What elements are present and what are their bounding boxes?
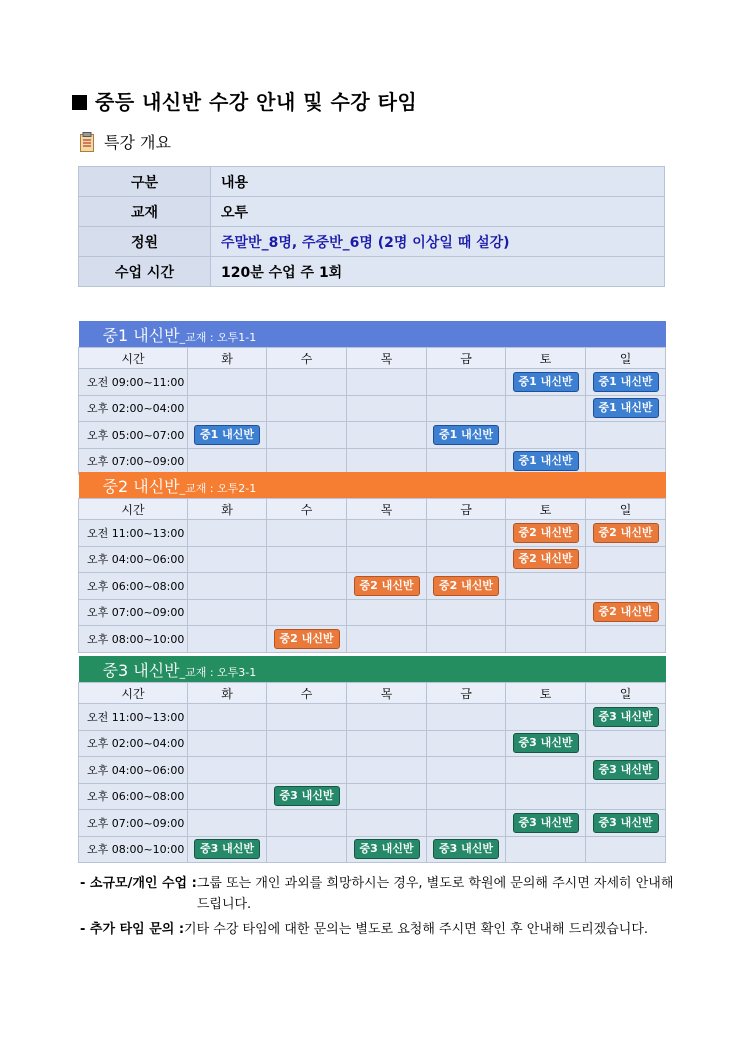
time-slot: 오후 07:00~09:00: [79, 599, 188, 626]
class-name: 중3 내신반: [102, 660, 180, 680]
schedule-cell: [267, 757, 347, 784]
class-badge: 중1 내신반: [593, 398, 659, 418]
class-badge: 중3 내신반: [593, 813, 659, 833]
schedule-cell: [506, 730, 586, 757]
class-name: 중1 내신반: [102, 325, 180, 345]
time-slot: 오후 05:00~07:00: [79, 422, 188, 449]
section-heading: 특강 개요: [80, 130, 171, 153]
time-slot: 오후 02:00~04:00: [79, 395, 188, 422]
schedule-cell: [267, 626, 347, 653]
time-slot: 오후 07:00~09:00: [79, 810, 188, 837]
time-slot: 오후 08:00~10:00: [79, 626, 188, 653]
overview-row: 구분 내용: [79, 167, 665, 197]
schedule-cell: [586, 783, 666, 810]
day-header: 수: [267, 499, 347, 520]
day-header: 목: [347, 683, 427, 704]
schedule-cell: [586, 546, 666, 573]
schedule-cell: [427, 783, 506, 810]
schedule-cell: [188, 783, 267, 810]
class-badge: 중2 내신반: [593, 602, 659, 622]
day-header: 금: [427, 683, 506, 704]
schedule-cell: [506, 599, 586, 626]
schedule-cell: [347, 783, 427, 810]
schedule-table-2: [78, 472, 666, 653]
day-header: 수: [267, 683, 347, 704]
page-title: 중등 내신반 수강 안내 및 수강 타임: [72, 86, 417, 115]
schedule-cell: [506, 520, 586, 547]
schedule-cell: [188, 810, 267, 837]
schedule-cell: [586, 704, 666, 731]
schedule-cell: [267, 730, 347, 757]
schedule-cell: [506, 757, 586, 784]
schedule-cell: [188, 520, 267, 547]
schedule-cell: [427, 395, 506, 422]
schedule-cell: [427, 599, 506, 626]
schedule-cell: [506, 626, 586, 653]
schedule-cell: [267, 810, 347, 837]
schedule-cell: [267, 783, 347, 810]
class-badge: 중2 내신반: [354, 576, 420, 596]
schedule-cell: [586, 422, 666, 449]
schedule-cell: [427, 810, 506, 837]
schedule-cell: [427, 836, 506, 863]
schedule-table-3: [78, 656, 666, 863]
class-header: [79, 321, 666, 348]
class-badge: 중3 내신반: [593, 760, 659, 780]
schedule-cell: [347, 422, 427, 449]
day-header: 수: [267, 348, 347, 369]
schedule-cell: [586, 395, 666, 422]
class-textbook: _교재 : 오투1-1: [179, 330, 257, 344]
class-badge: 중2 내신반: [433, 576, 499, 596]
day-header: 목: [347, 348, 427, 369]
schedule-cell: [506, 836, 586, 863]
schedule-cell: [347, 520, 427, 547]
class-header: [79, 472, 666, 499]
schedule-cell: [427, 520, 506, 547]
schedule-cell: [347, 448, 427, 475]
class-badge: 중1 내신반: [194, 425, 260, 445]
schedule-cell: [586, 573, 666, 600]
overview-row: 정원 주말반_8명, 주중반_6명 (2명 이상일 때 설강): [79, 227, 665, 257]
day-header: 일: [586, 683, 666, 704]
schedule-cell: [506, 810, 586, 837]
schedule-cell: [347, 546, 427, 573]
schedule-cell: [188, 546, 267, 573]
schedule-cell: [188, 730, 267, 757]
schedule-cell: [427, 546, 506, 573]
class-badge: 중3 내신반: [354, 839, 420, 859]
schedule-cell: [188, 395, 267, 422]
schedule-cell: [347, 757, 427, 784]
time-slot: 오후 02:00~04:00: [79, 730, 188, 757]
schedule-cell: [427, 422, 506, 449]
time-slot: 오전 11:00~13:00: [79, 704, 188, 731]
schedule-cell: [347, 810, 427, 837]
schedule-cell: [427, 757, 506, 784]
day-header: 토: [506, 683, 586, 704]
schedule-cell: [506, 573, 586, 600]
day-header: 시간: [79, 683, 188, 704]
table-row: [79, 448, 666, 475]
class-badge: 중2 내신반: [513, 549, 579, 569]
clipboard-icon: [80, 132, 94, 152]
time-slot: 오전 09:00~11:00: [79, 369, 188, 396]
schedule-cell: [267, 573, 347, 600]
table-row: [79, 546, 666, 573]
day-header: 토: [506, 499, 586, 520]
note-item: - 추가 타임 문의 : 기타 수강 타임에 대한 문의는 별도로 요청해 주시면 확인 후 안내해 드리겠습니다.: [80, 922, 649, 937]
time-slot: 오후 07:00~09:00: [79, 448, 188, 475]
schedule-cell: [188, 836, 267, 863]
schedule-cell: [427, 448, 506, 475]
schedule-cell: [267, 448, 347, 475]
table-row: [79, 757, 666, 784]
day-header: 일: [586, 499, 666, 520]
day-header-row: [79, 348, 666, 369]
schedule-cell: [506, 783, 586, 810]
table-row: [79, 369, 666, 396]
time-slot: 오후 04:00~06:00: [79, 757, 188, 784]
class-textbook: _교재 : 오투2-1: [179, 481, 257, 495]
schedule-cell: [188, 422, 267, 449]
schedule-cell: [188, 448, 267, 475]
class-badge: 중2 내신반: [513, 523, 579, 543]
schedule-cell: [347, 730, 427, 757]
schedule-cell: [586, 520, 666, 547]
schedule-cell: [506, 422, 586, 449]
overview-row: 수업 시간 120분 수업 주 1회: [79, 257, 665, 287]
schedule-cell: [427, 369, 506, 396]
table-row: [79, 520, 666, 547]
schedule-cell: [506, 704, 586, 731]
schedule-cell: [188, 599, 267, 626]
schedule-cell: [506, 448, 586, 475]
schedule-cell: [586, 448, 666, 475]
class-badge: 중1 내신반: [513, 451, 579, 471]
table-row: [79, 599, 666, 626]
schedule-cell: [347, 836, 427, 863]
schedule-cell: [506, 546, 586, 573]
day-header: 화: [188, 348, 267, 369]
class-badge: 중1 내신반: [593, 372, 659, 392]
schedule-cell: [427, 573, 506, 600]
class-badge: 중2 내신반: [593, 523, 659, 543]
schedule-cell: [586, 626, 666, 653]
day-header: 화: [188, 499, 267, 520]
schedule-cell: [267, 369, 347, 396]
day-header-row: [79, 683, 666, 704]
table-row: [79, 422, 666, 449]
schedule-cell: [188, 573, 267, 600]
class-badge: 중3 내신반: [593, 707, 659, 727]
schedule-cell: [427, 626, 506, 653]
schedule-cell: [267, 546, 347, 573]
schedule-cell: [188, 626, 267, 653]
schedule-cell: [267, 599, 347, 626]
day-header: 토: [506, 348, 586, 369]
day-header: 시간: [79, 348, 188, 369]
schedule-cell: [267, 836, 347, 863]
schedule-cell: [586, 730, 666, 757]
schedule-cell: [586, 599, 666, 626]
schedule-cell: [427, 730, 506, 757]
class-badge: 중3 내신반: [513, 733, 579, 753]
schedule-table-1: [78, 321, 666, 475]
schedule-cell: [267, 422, 347, 449]
schedule-cell: [188, 757, 267, 784]
class-badge: 중2 내신반: [274, 629, 340, 649]
schedule-cell: [267, 395, 347, 422]
table-row: [79, 783, 666, 810]
schedule-cell: [506, 369, 586, 396]
schedule-cell: [586, 810, 666, 837]
table-row: [79, 704, 666, 731]
schedule-cell: [347, 626, 427, 653]
day-header: 금: [427, 499, 506, 520]
schedule-cell: [267, 520, 347, 547]
table-row: [79, 573, 666, 600]
notes: [80, 873, 680, 944]
class-badge: 중3 내신반: [194, 839, 260, 859]
schedule-cell: [506, 395, 586, 422]
square-bullet-icon: [72, 95, 87, 110]
class-badge: 중3 내신반: [274, 786, 340, 806]
schedule-cell: [586, 836, 666, 863]
schedule-cell: [347, 369, 427, 396]
time-slot: 오후 06:00~08:00: [79, 783, 188, 810]
class-textbook: _교재 : 오투3-1: [179, 665, 257, 679]
day-header: 목: [347, 499, 427, 520]
table-row: [79, 836, 666, 863]
table-row: [79, 626, 666, 653]
schedule-cell: [347, 395, 427, 422]
time-slot: 오후 08:00~10:00: [79, 836, 188, 863]
table-row: [79, 730, 666, 757]
class-badge: 중3 내신반: [433, 839, 499, 859]
day-header: 금: [427, 348, 506, 369]
schedule-cell: [188, 704, 267, 731]
time-slot: 오후 04:00~06:00: [79, 546, 188, 573]
class-header: [79, 656, 666, 683]
schedule-cell: [267, 704, 347, 731]
class-badge: 중3 내신반: [513, 813, 579, 833]
schedule-cell: [427, 704, 506, 731]
overview-table: [78, 166, 665, 287]
day-header-row: [79, 499, 666, 520]
schedule-cell: [347, 573, 427, 600]
overview-row: 교재 오투: [79, 197, 665, 227]
class-badge: 중1 내신반: [433, 425, 499, 445]
schedule-cell: [586, 369, 666, 396]
time-slot: 오전 11:00~13:00: [79, 520, 188, 547]
table-row: [79, 810, 666, 837]
day-header: 화: [188, 683, 267, 704]
schedule-cell: [188, 369, 267, 396]
schedule-cell: [347, 599, 427, 626]
class-badge: 중1 내신반: [513, 372, 579, 392]
table-row: [79, 395, 666, 422]
schedule-cell: [347, 704, 427, 731]
schedule-cell: [586, 757, 666, 784]
time-slot: 오후 06:00~08:00: [79, 573, 188, 600]
note-item: - 소규모/개인 수업 : 그룹 또는 개인 과외를 희망하시는 경우, 별도로 학원에 문의해 주시면 자세히 안내해 드립니다.: [80, 876, 674, 912]
class-name: 중2 내신반: [102, 476, 180, 496]
day-header: 시간: [79, 499, 188, 520]
day-header: 일: [586, 348, 666, 369]
